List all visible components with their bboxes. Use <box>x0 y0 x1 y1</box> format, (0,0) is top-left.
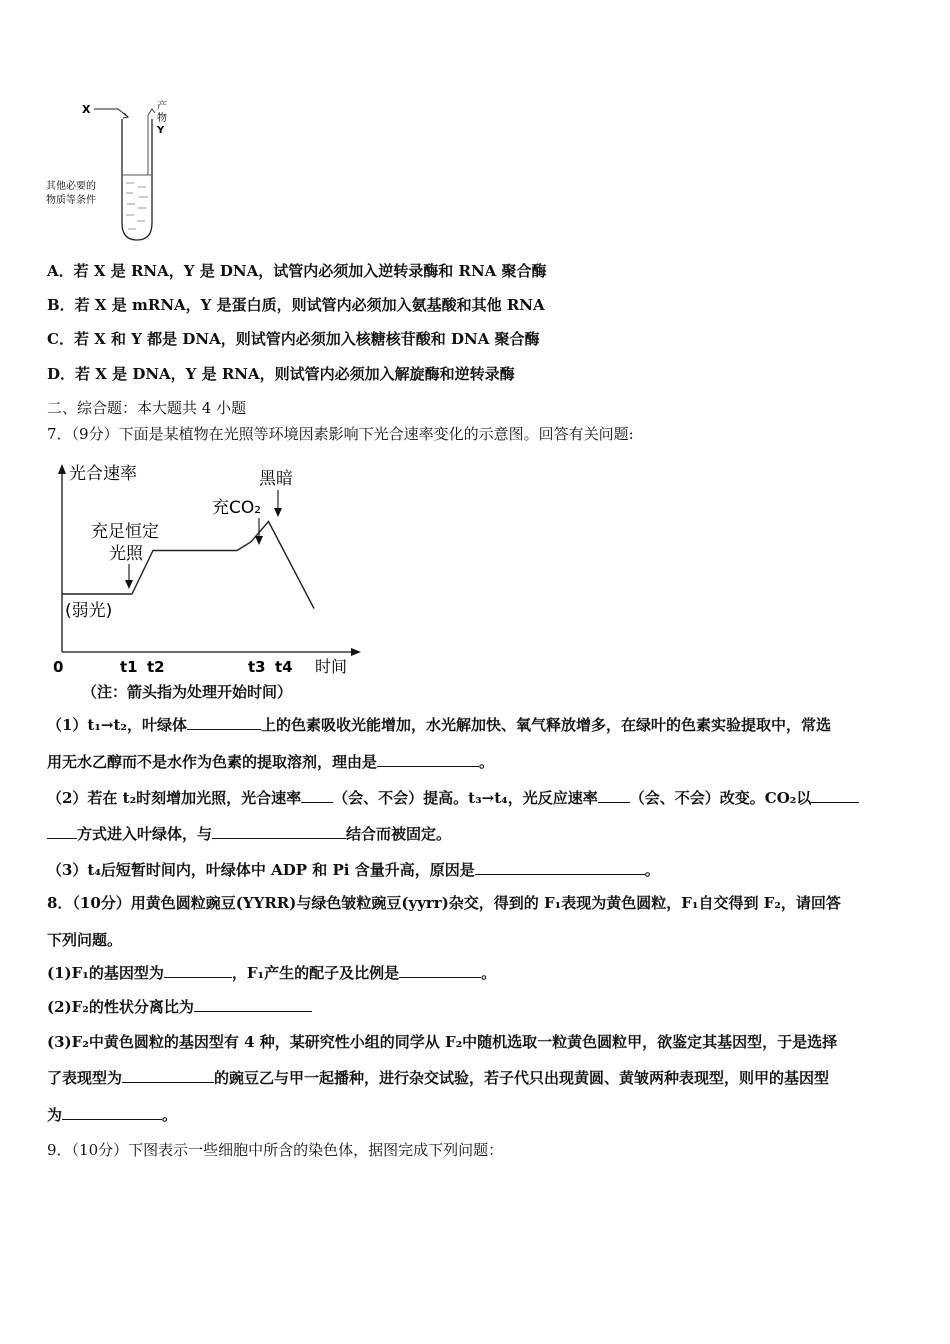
option-a: A．若 X 是 RNA，Y 是 DNA，试管内必须加入逆转录酶和 RNA 聚合酶 <box>47 262 547 280</box>
origin-label: 0 <box>53 658 64 676</box>
x-axis-arrow <box>351 648 361 656</box>
y-axis-arrow <box>58 464 66 474</box>
q7-part2-line2: 方式进入叶绿体，与 结合而被固定。 <box>47 824 451 844</box>
y-axis-label: 光合速率 <box>69 464 137 484</box>
option-c: C．若 X 和 Y 都是 DNA，则试管内必须加入核糖核苷酸和 DNA 聚合酶 <box>47 330 540 348</box>
q8-intro-line1: 8．（10分）用黄色圆粒豌豆(YYRR)与绿色皱粒豌豆(yyrr)杂交，得到的 F₁表现为黄色圆粒，F₁自交得到 F₂，请回答 <box>47 894 841 912</box>
option-b: B．若 X 是 mRNA，Y 是蛋白质，则试管内必须加入氨基酸和其他 RNA <box>47 296 545 314</box>
q8-part1: (1)F₁的基因型为 ，F₁产生的配子及比例是 。 <box>47 964 497 982</box>
chart-note: （注：箭头指为处理开始时间） <box>82 683 293 701</box>
x-tick-t1: t1 <box>120 658 138 676</box>
q8-part3-line3: 为 。 <box>47 1106 178 1124</box>
q7-part1-line1: （1）t₁→t₂，叶绿体 上的色素吸收光能增加，水光解加快、氧气释放增多，在绿叶的色素实验提取中，常选 <box>47 716 832 734</box>
photosynthesis-chart <box>45 456 375 686</box>
q7-part2-line1: （2）若在 t₂时刻增加光照，光合速率 （会、不会）提高。t₃→t₄，光反应速率 （会、不会）改变。CO₂以 <box>47 788 859 808</box>
q8-intro-line2: 下列问题。 <box>47 931 123 949</box>
q8-part3-line1: (3)F₂中黄色圆粒的基因型有 4 种，某研究性小组的同学从 F₂中随机选取一粒黄色圆粒甲，欲鉴定其基因型，于是选择 <box>47 1033 838 1051</box>
x-tick-t3: t3 <box>248 658 266 676</box>
q9-intro: 9．（10分）下图表示一些细胞中所含的染色体，据图完成下列问题： <box>47 1141 504 1159</box>
annotation-light-2: 光照 <box>109 544 143 564</box>
option-d: D．若 X 是 DNA，Y 是 RNA，则试管内必须加入解旋酶和逆转录酶 <box>47 365 515 383</box>
q7-intro: 7．（9分）下面是某植物在光照等环境因素影响下光合速率变化的示意图。回答有关问题: <box>47 425 634 443</box>
x-axis-label: 时间 <box>315 657 348 676</box>
q7-part1-line2: 用无水乙醇而不是水作为色素的提取溶剂，理由是 。 <box>47 753 495 771</box>
annotation-co2: 充CO₂ <box>212 498 262 518</box>
annotation-light-1: 充足恒定 <box>91 522 159 542</box>
svg-text:其他必要的: 其他必要的 <box>46 181 96 192</box>
svg-text:产: 产 <box>157 101 167 112</box>
q8-part3-line2: 了表现型为 的豌豆乙与甲一起播种，进行杂交试验，若子代只出现黄圆、黄皱两种表现型，则甲的基因型 <box>47 1069 830 1087</box>
q7-part3: （3）t₄后短暂时间内，叶绿体中 ADP 和 Pi 含量升高，原因是 。 <box>47 861 660 879</box>
svg-text:Y: Y <box>157 125 165 136</box>
annotation-dark: 黑暗 <box>259 469 293 489</box>
svg-text:物: 物 <box>157 113 167 124</box>
test-tube-figure <box>40 95 200 245</box>
x-tick-t4: t4 <box>275 658 293 676</box>
section-title: 二、综合题：本大题共 4 小题 <box>47 399 247 417</box>
x-tick-t2: t2 <box>147 658 165 676</box>
q8-part2: (2)F₂的性状分离比为 <box>47 997 312 1017</box>
svg-text:物质等条件: 物质等条件 <box>46 195 96 206</box>
label-x: X <box>82 103 91 116</box>
annotation-weak-light: (弱光) <box>65 601 113 621</box>
